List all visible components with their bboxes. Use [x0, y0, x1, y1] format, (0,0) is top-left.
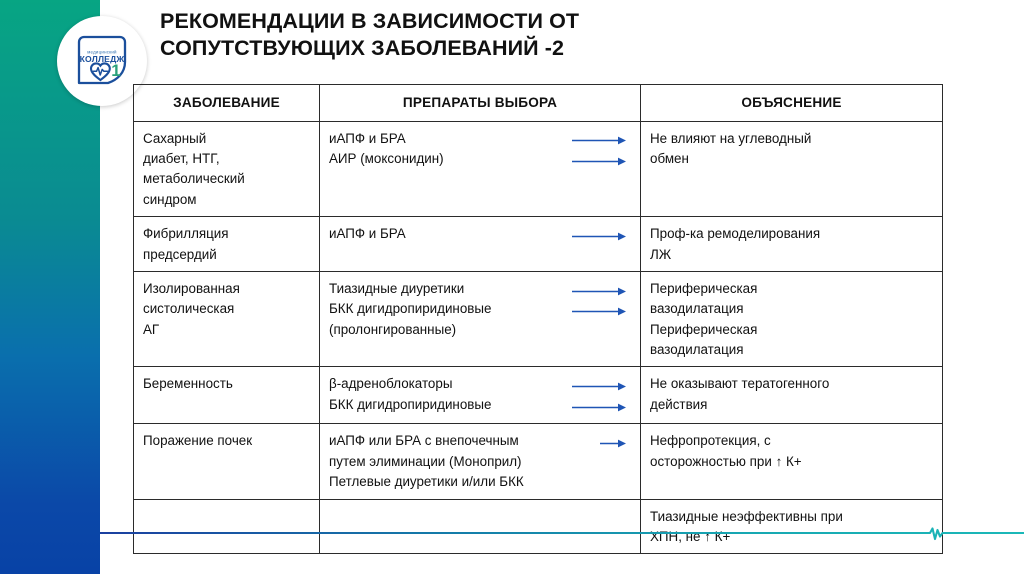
column-header-drugs: ПРЕПАРАТЫ ВЫБОРА [320, 85, 641, 122]
cell-disease [134, 217, 320, 272]
arrow-column [558, 279, 632, 322]
drugs-text [329, 129, 558, 170]
right-arrow-icon [600, 438, 626, 449]
drugs-text-line: БКК дигидропиридиновые [329, 396, 492, 412]
drugs-text-line: БКК дигидропиридиновые [329, 301, 492, 317]
disease-text-line: Поражение почек [143, 433, 253, 449]
cell-explanation [641, 424, 943, 499]
explanation-text-line: ХПН, не ↑ К+ [650, 528, 731, 544]
explanation-text-line: действия [650, 396, 708, 412]
logo-main-text: КОЛЛЕДЖ [79, 54, 125, 64]
right-arrow-icon [572, 286, 626, 297]
arrow-column [558, 129, 632, 172]
cell-disease [134, 424, 320, 499]
explanation-text-line: вазодилатация [650, 301, 744, 317]
arrow-slot [558, 281, 626, 302]
explanation-text-line: Не оказывают тератогенного [650, 376, 830, 392]
arrow-column [558, 224, 632, 247]
cell-drugs [320, 424, 641, 499]
cell-disease [134, 367, 320, 424]
explanation-text [650, 374, 934, 415]
drugs-text-line: иАПФ и БРА [329, 226, 406, 242]
drugs-text [329, 279, 558, 340]
drugs-text [329, 431, 558, 492]
disease-text-line: Сахарный [143, 130, 207, 146]
table-row [134, 217, 943, 272]
drugs-text [329, 224, 558, 244]
disease-text-line: предсердий [143, 246, 217, 262]
disease-text-line: синдром [143, 191, 197, 207]
explanation-text-line: обмен [650, 151, 689, 167]
drugs-text-line: АИР (моксонидин) [329, 151, 444, 167]
drugs-text-line: Тиазидные диуретики [329, 280, 465, 296]
explanation-text [650, 224, 934, 265]
explanation-text-line: вазодилатация [650, 342, 744, 358]
drugs-cell-layout [329, 129, 632, 172]
explanation-text [650, 431, 934, 472]
disease-text [143, 431, 311, 451]
drugs-text-line: Петлевые диуретики и/или БКК [329, 474, 524, 490]
right-arrow-icon [572, 231, 626, 242]
right-arrow-icon [572, 306, 626, 317]
explanation-text [650, 129, 934, 170]
cell-drugs [320, 271, 641, 367]
column-header-explanation: ОБЪЯСНЕНИЕ [641, 85, 943, 122]
explanation-text-line: Проф-ка ремоделирования [650, 226, 821, 242]
logo-mark-icon [69, 28, 135, 94]
drugs-cell-layout [329, 431, 632, 492]
page-title: РЕКОМЕНДАЦИИ В ЗАВИСИМОСТИ ОТ СОПУТСТВУЮЩИХ ЗАБОЛЕВАНИЙ -2 [160, 9, 580, 61]
cell-disease [134, 121, 320, 217]
arrow-slot [558, 151, 626, 172]
drugs-text-line: иАПФ и БРА [329, 130, 406, 146]
cell-disease [134, 499, 320, 554]
explanation-text-line: Периферическая [650, 280, 758, 296]
table-header-row [134, 85, 943, 122]
table-row [134, 499, 943, 554]
right-arrow-icon [572, 402, 626, 413]
cell-explanation [641, 217, 943, 272]
cell-drugs [320, 367, 641, 424]
cell-explanation [641, 121, 943, 217]
drugs-cell-layout [329, 224, 632, 247]
arrow-column [558, 507, 632, 509]
cell-explanation [641, 499, 943, 554]
cell-drugs [320, 217, 641, 272]
arrow-slot [558, 397, 626, 418]
arrow-column [558, 431, 632, 454]
right-arrow-icon [572, 135, 626, 146]
explanation-text-line: Нефропротекция, с [650, 433, 771, 449]
arrow-column [558, 374, 632, 417]
explanation-text-line: Тиазидные неэффективны при [650, 508, 843, 524]
recommendations-table [133, 84, 943, 554]
drugs-text-line: (пролонгированные) [329, 321, 457, 337]
explanation-text-line: Периферическая [650, 321, 758, 337]
cell-drugs [320, 499, 641, 554]
logo-top-text: медицинский [87, 49, 117, 55]
disease-text-line: Беременность [143, 376, 233, 392]
disease-text [143, 279, 311, 340]
drugs-text-line: β-адреноблокаторы [329, 376, 453, 392]
arrow-slot [558, 376, 626, 397]
drugs-cell-layout [329, 279, 632, 340]
table-row [134, 271, 943, 367]
right-arrow-icon [572, 381, 626, 392]
explanation-text-line: Не влияют на углеводный [650, 130, 812, 146]
explanation-text [650, 507, 934, 548]
right-arrow-icon [572, 156, 626, 167]
disease-text-line: Фибрилляция [143, 226, 229, 242]
table-row [134, 424, 943, 499]
table-body [134, 85, 943, 554]
disease-text-line: Изолированная [143, 280, 240, 296]
cell-drugs [320, 121, 641, 217]
drugs-text [329, 374, 558, 415]
arrow-slot [558, 131, 626, 152]
disease-text-line: систолическая [143, 301, 235, 317]
explanation-text-line: ЛЖ [650, 246, 672, 262]
cell-disease [134, 271, 320, 367]
disease-text [143, 129, 311, 211]
table-row [134, 121, 943, 217]
cell-explanation [641, 271, 943, 367]
drugs-text-line: путем элиминации (Моноприл) [329, 453, 522, 469]
logo-number: 1 [111, 61, 121, 80]
drugs-cell-layout [329, 374, 632, 417]
cell-explanation [641, 367, 943, 424]
disease-text-line: диабет, НТГ, [143, 151, 220, 167]
drugs-text-line: иАПФ или БРА с внепочечным [329, 433, 519, 449]
table-row [134, 367, 943, 424]
disease-text-line: АГ [143, 321, 160, 337]
arrow-slot [558, 301, 626, 322]
column-header-disease: ЗАБОЛЕВАНИЕ [134, 85, 320, 122]
drugs-cell-layout [329, 507, 632, 509]
explanation-text [650, 279, 934, 361]
explanation-text-line: осторожностью при ↑ К+ [650, 453, 802, 469]
disease-text [143, 224, 311, 265]
arrow-slot [558, 226, 626, 247]
recommendations-table-wrap [133, 84, 915, 554]
disease-text [143, 374, 311, 394]
disease-text-line: метаболический [143, 171, 245, 187]
arrow-slot [558, 433, 626, 454]
